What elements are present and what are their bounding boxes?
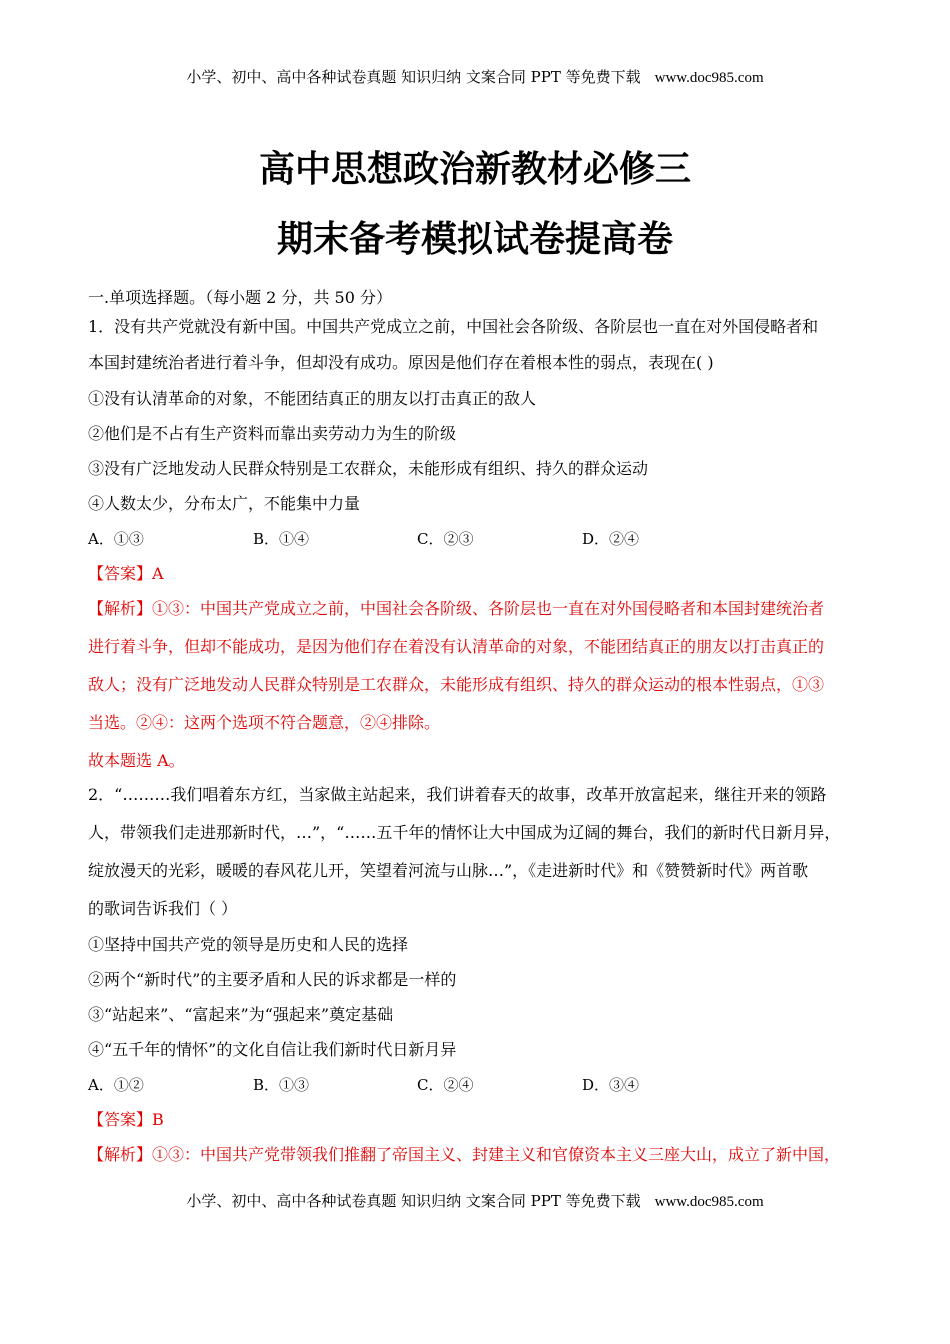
q2-answer-tag: 【答案】: [88, 1110, 153, 1129]
document-title-line2: 期末备考模拟试卷提高卷: [276, 219, 673, 260]
q2-stem-line4: 的歌词告诉我们（ ）: [88, 899, 238, 918]
q2-analysis-tag: 【解析】: [88, 1145, 153, 1164]
q1-analysis-line3: 敌人；没有广泛地发动人民群众特别是工农群众，未能形成有组织、持久的群众运动的根本性弱点，①③: [88, 675, 825, 694]
q1-answer-value: A: [152, 564, 164, 583]
page-header: [0, 67, 950, 88]
q2-item-3: ③“站起来”、“富起来”为“强起来”奠定基础: [88, 1005, 394, 1024]
q2-option-d: D．③④: [582, 1076, 640, 1094]
q1-analysis-line2: 进行着斗争，但却不能成功，是因为他们存在着没有认清革命的对象，不能团结真正的朋友以打击真正的: [88, 637, 825, 656]
header-text: 小学、初中、高中各种试卷真题 知识归纳 文案合同 PPT 等免费下载: [186, 68, 641, 86]
q2-item-2: ②两个“新时代”的主要矛盾和人民的诉求都是一样的: [88, 970, 457, 989]
q1-conclusion: 故本题选 A。: [88, 751, 185, 770]
q2-option-c: C．②④: [417, 1076, 474, 1094]
exam-content: [88, 286, 873, 1181]
q1-item-1: ①没有认清革命的对象，不能团结真正的朋友以打击真正的敌人: [88, 389, 537, 408]
question-1: [88, 315, 873, 783]
q2-option-a: A．①②: [88, 1076, 144, 1094]
q1-analysis-tag: 【解析】: [88, 599, 153, 618]
q1-stem-line2: 本国封建统治者进行着斗争，但却没有成功。原因是他们存在着根本性的弱点，表现在( ): [88, 353, 714, 372]
q1-option-c: C．②③: [417, 530, 474, 548]
q2-item-1: ①坚持中国共产党的领导是历史和人民的选择: [88, 935, 409, 954]
q2-stem-line1: 2．“………我们唱着东方红，当家做主站起来，我们讲着春天的故事，改革开放富起来，继往开来的领路: [88, 785, 827, 804]
page-footer: [0, 1191, 950, 1212]
q2-options: [88, 1073, 873, 1108]
q1-option-d: D．②④: [582, 530, 640, 548]
question-2: [88, 783, 873, 1181]
q2-analysis-line1: 【解析】①③：中国共产党带领我们推翻了帝国主义、封建主义和官僚资本主义三座大山，成立了新中国，: [88, 1145, 841, 1164]
q1-item-2: ②他们是不占有生产资料而靠出卖劳动力为生的阶级: [88, 424, 457, 443]
q2-stem-line2: 人，带领我们走进那新时代，…”，“……五千年的情怀让大中国成为辽阔的舞台，我们的新时代日新月异，: [88, 823, 841, 842]
footer-text: 小学、初中、高中各种试卷真题 知识归纳 文案合同 PPT 等免费下载: [186, 1192, 641, 1210]
section-heading: 一.单项选择题。（每小题 2 分，共 50 分）: [88, 288, 392, 307]
footer-url[interactable]: www.doc985.com: [654, 1194, 764, 1210]
q1-analysis-line4: 当选。②④：这两个选项不符合题意，②④排除。: [88, 713, 441, 732]
q2-item-4: ④“五千年的情怀”的文化自信让我们新时代日新月异: [88, 1040, 457, 1059]
q1-answer: [88, 562, 873, 597]
q2-option-b: B．①③: [253, 1076, 310, 1094]
document-title-line1: 高中思想政治新教材必修三: [258, 149, 691, 190]
q1-analysis-line1: 【解析】①③：中国共产党成立之前，中国社会各阶级、各阶层也一直在对外国侵略者和本国封建统治者: [88, 599, 825, 618]
q1-item-3: ③没有广泛地发动人民群众特别是工农群众，未能形成有组织、持久的群众运动: [88, 459, 649, 478]
q1-answer-tag: 【答案】: [88, 564, 153, 583]
q2-answer-value: B: [152, 1110, 164, 1129]
q1-option-a: A．①③: [88, 530, 144, 548]
q2-answer: [88, 1108, 873, 1143]
q1-item-4: ④人数太少，分布太广，不能集中力量: [88, 494, 361, 513]
q1-options: [88, 527, 873, 562]
header-url[interactable]: www.doc985.com: [654, 70, 764, 86]
q1-option-b: B．①④: [253, 530, 310, 548]
q1-stem-line1: 1．没有共产党就没有新中国。中国共产党成立之前，中国社会各阶级、各阶层也一直在对外国侵略者和: [88, 317, 819, 336]
q2-stem-line3: 绽放漫天的光彩，暖暖的春风花儿开，笑望着河流与山脉…”，《走进新时代》和《赞赞新时代》两首歌: [88, 861, 809, 880]
